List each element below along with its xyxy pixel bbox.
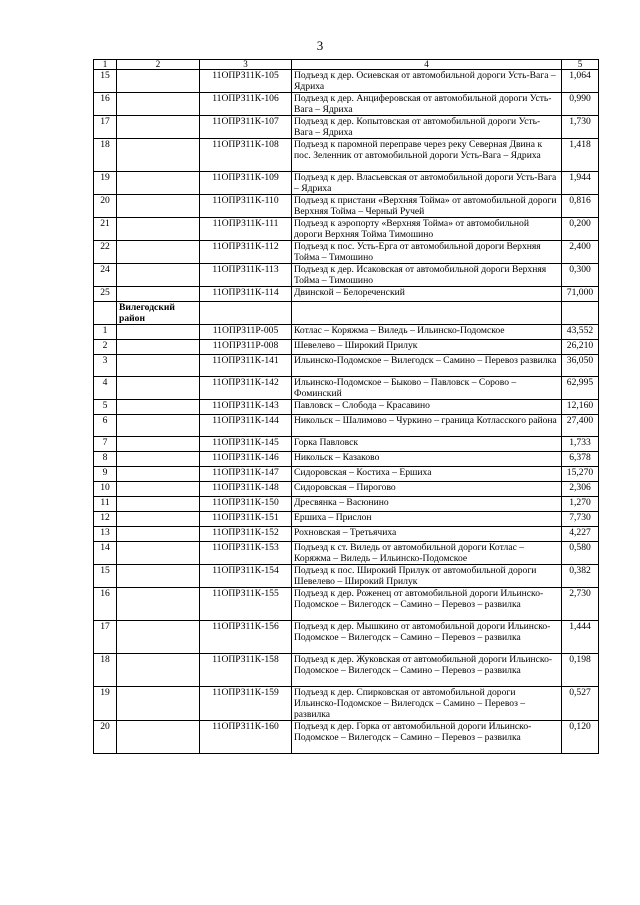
road-length-cell: 43,552	[562, 325, 599, 340]
road-code-cell: 11ОПРЗ11К-154	[200, 565, 292, 588]
section-row	[94, 302, 599, 325]
table-row	[94, 415, 599, 437]
row-number-cell: 4	[94, 377, 117, 400]
road-name-cell: Ершиха – Прислон	[292, 512, 562, 527]
district-cell	[117, 172, 200, 195]
road-name-cell: Сидоровская – Пирогово	[292, 482, 562, 497]
table-row	[94, 512, 599, 527]
road-name-cell: Подъезд к дер. Роженец от автомобильной дороги Ильинско-Подомское – Вилегодск – Самино – Перевоз – развилка	[292, 588, 562, 621]
table-header-row	[94, 60, 599, 70]
district-cell	[117, 70, 200, 93]
road-code-cell: 11ОПРЗ11К-159	[200, 687, 292, 721]
road-name-cell: Ильинско-Подомское – Вилегодск – Самино – Перевоз развилка	[292, 355, 562, 377]
road-length-cell: 27,400	[562, 415, 599, 437]
table-row	[94, 497, 599, 512]
district-cell	[117, 116, 200, 139]
row-number-cell: 13	[94, 527, 117, 542]
road-length-cell	[562, 302, 599, 325]
road-length-cell: 0,580	[562, 542, 599, 565]
row-number-cell: 20	[94, 195, 117, 218]
district-cell	[117, 527, 200, 542]
road-length-cell: 0,382	[562, 565, 599, 588]
road-length-cell: 6,378	[562, 452, 599, 467]
road-code-cell: 11ОПРЗ11Р-005	[200, 325, 292, 340]
road-length-cell: 12,160	[562, 400, 599, 415]
road-name-cell: Подъезд к ст. Виледь от автомобильной дороги Котлас – Коряжма – Виледь – Ильинско-Подомское	[292, 542, 562, 565]
row-number-cell: 18	[94, 654, 117, 687]
road-name-cell: Подъезд к дер. Власьевская от автомобильной дороги Усть-Вага – Ядриха	[292, 172, 562, 195]
district-cell	[117, 565, 200, 588]
row-number-cell: 11	[94, 497, 117, 512]
road-length-cell: 36,050	[562, 355, 599, 377]
roads-table-body	[94, 60, 599, 754]
road-code-cell: 11ОПРЗ11К-105	[200, 70, 292, 93]
district-cell	[117, 482, 200, 497]
road-length-cell: 0,527	[562, 687, 599, 721]
district-cell	[117, 377, 200, 400]
row-number-cell: 18	[94, 139, 117, 172]
road-code-cell: 11ОПРЗ11К-156	[200, 621, 292, 654]
road-name-cell: Подъезд к аэропорту «Верхняя Тойма» от автомобильной дороги Верхняя Тойма Тимошино	[292, 218, 562, 241]
district-cell	[117, 400, 200, 415]
road-name-cell: Подъезд к пристани «Верхняя Тойма» от автомобильной дороги Верхняя Тойма – Черный Ручей	[292, 195, 562, 218]
road-name-cell: Подъезд к дер. Копытовская от автомобильной дороги Усть-Вага – Ядриха	[292, 116, 562, 139]
road-name-cell: Подъезд к дер. Анциферовская от автомобильной дороги Усть-Вага – Ядриха	[292, 93, 562, 116]
road-length-cell: 0,816	[562, 195, 599, 218]
row-number-cell: 5	[94, 400, 117, 415]
road-length-cell: 0,198	[562, 654, 599, 687]
district-cell	[117, 325, 200, 340]
row-number-cell: 16	[94, 588, 117, 621]
road-code-cell: 11ОПРЗ11К-111	[200, 218, 292, 241]
row-number-cell: 6	[94, 415, 117, 437]
road-name-cell: Сидоровская – Костиха – Ершиха	[292, 467, 562, 482]
table-row	[94, 241, 599, 264]
road-length-cell: 2,400	[562, 241, 599, 264]
road-name-cell: Рохновская – Третьячиха	[292, 527, 562, 542]
row-number-cell: 2	[94, 340, 117, 355]
district-cell	[117, 139, 200, 172]
road-name-cell: Подъезд к дер. Жуковская от автомобильной дороги Ильинско-Подомское – Вилегодск – Самино – Перевоз – развилка	[292, 654, 562, 687]
row-number-cell: 17	[94, 621, 117, 654]
road-length-cell: 1,733	[562, 437, 599, 452]
road-code-cell: 11ОПРЗ11К-114	[200, 287, 292, 302]
district-cell	[117, 195, 200, 218]
row-number-cell: 21	[94, 218, 117, 241]
header-cell-1: 1	[94, 60, 117, 70]
road-name-cell: Никольск – Шалимово – Чуркино – граница Котласского района	[292, 415, 562, 437]
district-cell	[117, 93, 200, 116]
district-cell	[117, 588, 200, 621]
table-row	[94, 721, 599, 754]
district-cell	[117, 542, 200, 565]
district-cell	[117, 287, 200, 302]
district-cell	[117, 218, 200, 241]
row-number-cell: 8	[94, 452, 117, 467]
road-length-cell: 2,306	[562, 482, 599, 497]
district-cell	[117, 467, 200, 482]
row-number-cell: 14	[94, 542, 117, 565]
row-number-cell: 12	[94, 512, 117, 527]
table-row	[94, 542, 599, 565]
road-length-cell: 0,120	[562, 721, 599, 754]
row-number-cell: 25	[94, 287, 117, 302]
row-number-cell: 9	[94, 467, 117, 482]
table-row	[94, 287, 599, 302]
table-row	[94, 377, 599, 400]
table-row	[94, 264, 599, 287]
road-code-cell: 11ОПРЗ11К-108	[200, 139, 292, 172]
road-name-cell: Подъезд к паромной переправе через реку Северная Двина к пос. Зеленник от автомобильной дороги Усть-Вага – Ядриха	[292, 139, 562, 172]
table-row	[94, 93, 599, 116]
road-code-cell: 11ОПРЗ11К-153	[200, 542, 292, 565]
row-number-cell: 15	[94, 70, 117, 93]
road-length-cell: 0,200	[562, 218, 599, 241]
road-length-cell: 1,730	[562, 116, 599, 139]
road-length-cell: 4,227	[562, 527, 599, 542]
road-length-cell: 1,944	[562, 172, 599, 195]
district-cell	[117, 621, 200, 654]
road-name-cell: Двинской – Белореченский	[292, 287, 562, 302]
road-length-cell: 71,000	[562, 287, 599, 302]
page-number: 3	[316, 38, 324, 53]
row-number-cell: 1	[94, 325, 117, 340]
road-code-cell: 11ОПРЗ11К-158	[200, 654, 292, 687]
road-length-cell: 0,990	[562, 93, 599, 116]
road-name-cell: Дресвянка – Васюнино	[292, 497, 562, 512]
district-cell	[117, 355, 200, 377]
road-code-cell: 11ОПРЗ11К-145	[200, 437, 292, 452]
roads-table	[93, 59, 599, 754]
road-code-cell: 11ОПРЗ11К-106	[200, 93, 292, 116]
road-name-cell: Подъезд к дер. Спирковская от автомобильной дороги Ильинско-Подомское – Вилегодск – Самино – Перевоз – развилка	[292, 687, 562, 721]
road-code-cell: 11ОПРЗ11К-107	[200, 116, 292, 139]
road-code-cell: 11ОПРЗ11К-110	[200, 195, 292, 218]
table-row	[94, 355, 599, 377]
district-cell	[117, 452, 200, 467]
road-code-cell: 11ОПРЗ11К-147	[200, 467, 292, 482]
table-row	[94, 400, 599, 415]
road-length-cell: 7,730	[562, 512, 599, 527]
road-name-cell: Подъезд к дер. Мышкино от автомобильной дороги Ильинско-Подомское – Вилегодск – Самино – Перевоз – развилка	[292, 621, 562, 654]
road-name-cell: Подъезд к пос. Усть-Ерга от автомобильной дороги Верхняя Тойма – Тимошино	[292, 241, 562, 264]
table-row	[94, 325, 599, 340]
road-name-cell: Котлас – Коряжма – Виледь – Ильинско-Подомское	[292, 325, 562, 340]
row-number-cell: 17	[94, 116, 117, 139]
road-length-cell: 26,210	[562, 340, 599, 355]
road-length-cell: 0,300	[562, 264, 599, 287]
road-length-cell: 1,444	[562, 621, 599, 654]
road-name-cell: Никольск – Казаково	[292, 452, 562, 467]
header-cell-2: 2	[117, 60, 200, 70]
row-number-cell: 15	[94, 565, 117, 588]
road-code-cell: 11ОПРЗ11К-144	[200, 415, 292, 437]
table-row	[94, 654, 599, 687]
row-number-cell: 7	[94, 437, 117, 452]
road-code-cell: 11ОПРЗ11К-146	[200, 452, 292, 467]
table-row	[94, 588, 599, 621]
table-row	[94, 218, 599, 241]
road-name-cell: Павловск – Слобода – Красавино	[292, 400, 562, 415]
table-row	[94, 139, 599, 172]
table-row	[94, 527, 599, 542]
row-number-cell	[94, 302, 117, 325]
road-code-cell: 11ОПРЗ11К-142	[200, 377, 292, 400]
table-row	[94, 482, 599, 497]
road-code-cell: 11ОПРЗ11К-151	[200, 512, 292, 527]
road-code-cell: 11ОПРЗ11К-112	[200, 241, 292, 264]
road-name-cell: Ильинско-Подомское – Быково – Павловск – Сорово – Фоминский	[292, 377, 562, 400]
header-cell-5: 5	[562, 60, 599, 70]
row-number-cell: 24	[94, 264, 117, 287]
district-cell	[117, 437, 200, 452]
table-row	[94, 621, 599, 654]
road-code-cell: 11ОПРЗ11К-148	[200, 482, 292, 497]
road-name-cell: Подъезд к дер. Осиевская от автомобильной дороги Усть-Вага – Ядриха	[292, 70, 562, 93]
table-row	[94, 467, 599, 482]
table-row	[94, 452, 599, 467]
table-row	[94, 70, 599, 93]
row-number-cell: 22	[94, 241, 117, 264]
district-cell: Вилегодский район	[117, 302, 200, 325]
road-code-cell: 11ОПРЗ11К-141	[200, 355, 292, 377]
road-code-cell: 11ОПРЗ11К-109	[200, 172, 292, 195]
district-cell	[117, 512, 200, 527]
table-row	[94, 116, 599, 139]
district-cell	[117, 654, 200, 687]
district-cell	[117, 340, 200, 355]
table-row	[94, 437, 599, 452]
road-name-cell: Подъезд к пос. Широкий Прилук от автомобильной дороги Шевелево – Широкий Прилук	[292, 565, 562, 588]
row-number-cell: 19	[94, 172, 117, 195]
road-code-cell	[200, 302, 292, 325]
road-length-cell: 2,730	[562, 588, 599, 621]
road-length-cell: 62,995	[562, 377, 599, 400]
road-code-cell: 11ОПРЗ11К-113	[200, 264, 292, 287]
row-number-cell: 16	[94, 93, 117, 116]
row-number-cell: 10	[94, 482, 117, 497]
row-number-cell: 19	[94, 687, 117, 721]
road-name-cell: Подъезд к дер. Горка от автомобильной дороги Ильинско-Подомское – Вилегодск – Самино – Перевоз – развилка	[292, 721, 562, 754]
road-code-cell: 11ОПРЗ11К-150	[200, 497, 292, 512]
table-row	[94, 195, 599, 218]
road-code-cell: 11ОПРЗ11К-152	[200, 527, 292, 542]
road-code-cell: 11ОПРЗ11К-143	[200, 400, 292, 415]
district-cell	[117, 687, 200, 721]
row-number-cell: 20	[94, 721, 117, 754]
road-name-cell: Шевелево – Широкий Прилук	[292, 340, 562, 355]
road-length-cell: 15,270	[562, 467, 599, 482]
table-row	[94, 340, 599, 355]
district-cell	[117, 264, 200, 287]
district-cell	[117, 415, 200, 437]
district-cell	[117, 241, 200, 264]
road-name-cell: Подъезд к дер. Исаковская от автомобильной дороги Верхняя Тойма – Тимошино	[292, 264, 562, 287]
header-cell-4: 4	[292, 60, 562, 70]
table-row	[94, 172, 599, 195]
road-length-cell: 1,064	[562, 70, 599, 93]
road-code-cell: 11ОПРЗ11К-155	[200, 588, 292, 621]
road-length-cell: 1,270	[562, 497, 599, 512]
table-row	[94, 687, 599, 721]
district-cell	[117, 721, 200, 754]
road-name-cell	[292, 302, 562, 325]
district-cell	[117, 497, 200, 512]
road-code-cell: 11ОПРЗ11К-160	[200, 721, 292, 754]
road-name-cell: Горка Павловск	[292, 437, 562, 452]
row-number-cell: 3	[94, 355, 117, 377]
table-row	[94, 565, 599, 588]
road-code-cell: 11ОПРЗ11Р-008	[200, 340, 292, 355]
header-cell-3: 3	[200, 60, 292, 70]
road-length-cell: 1,418	[562, 139, 599, 172]
